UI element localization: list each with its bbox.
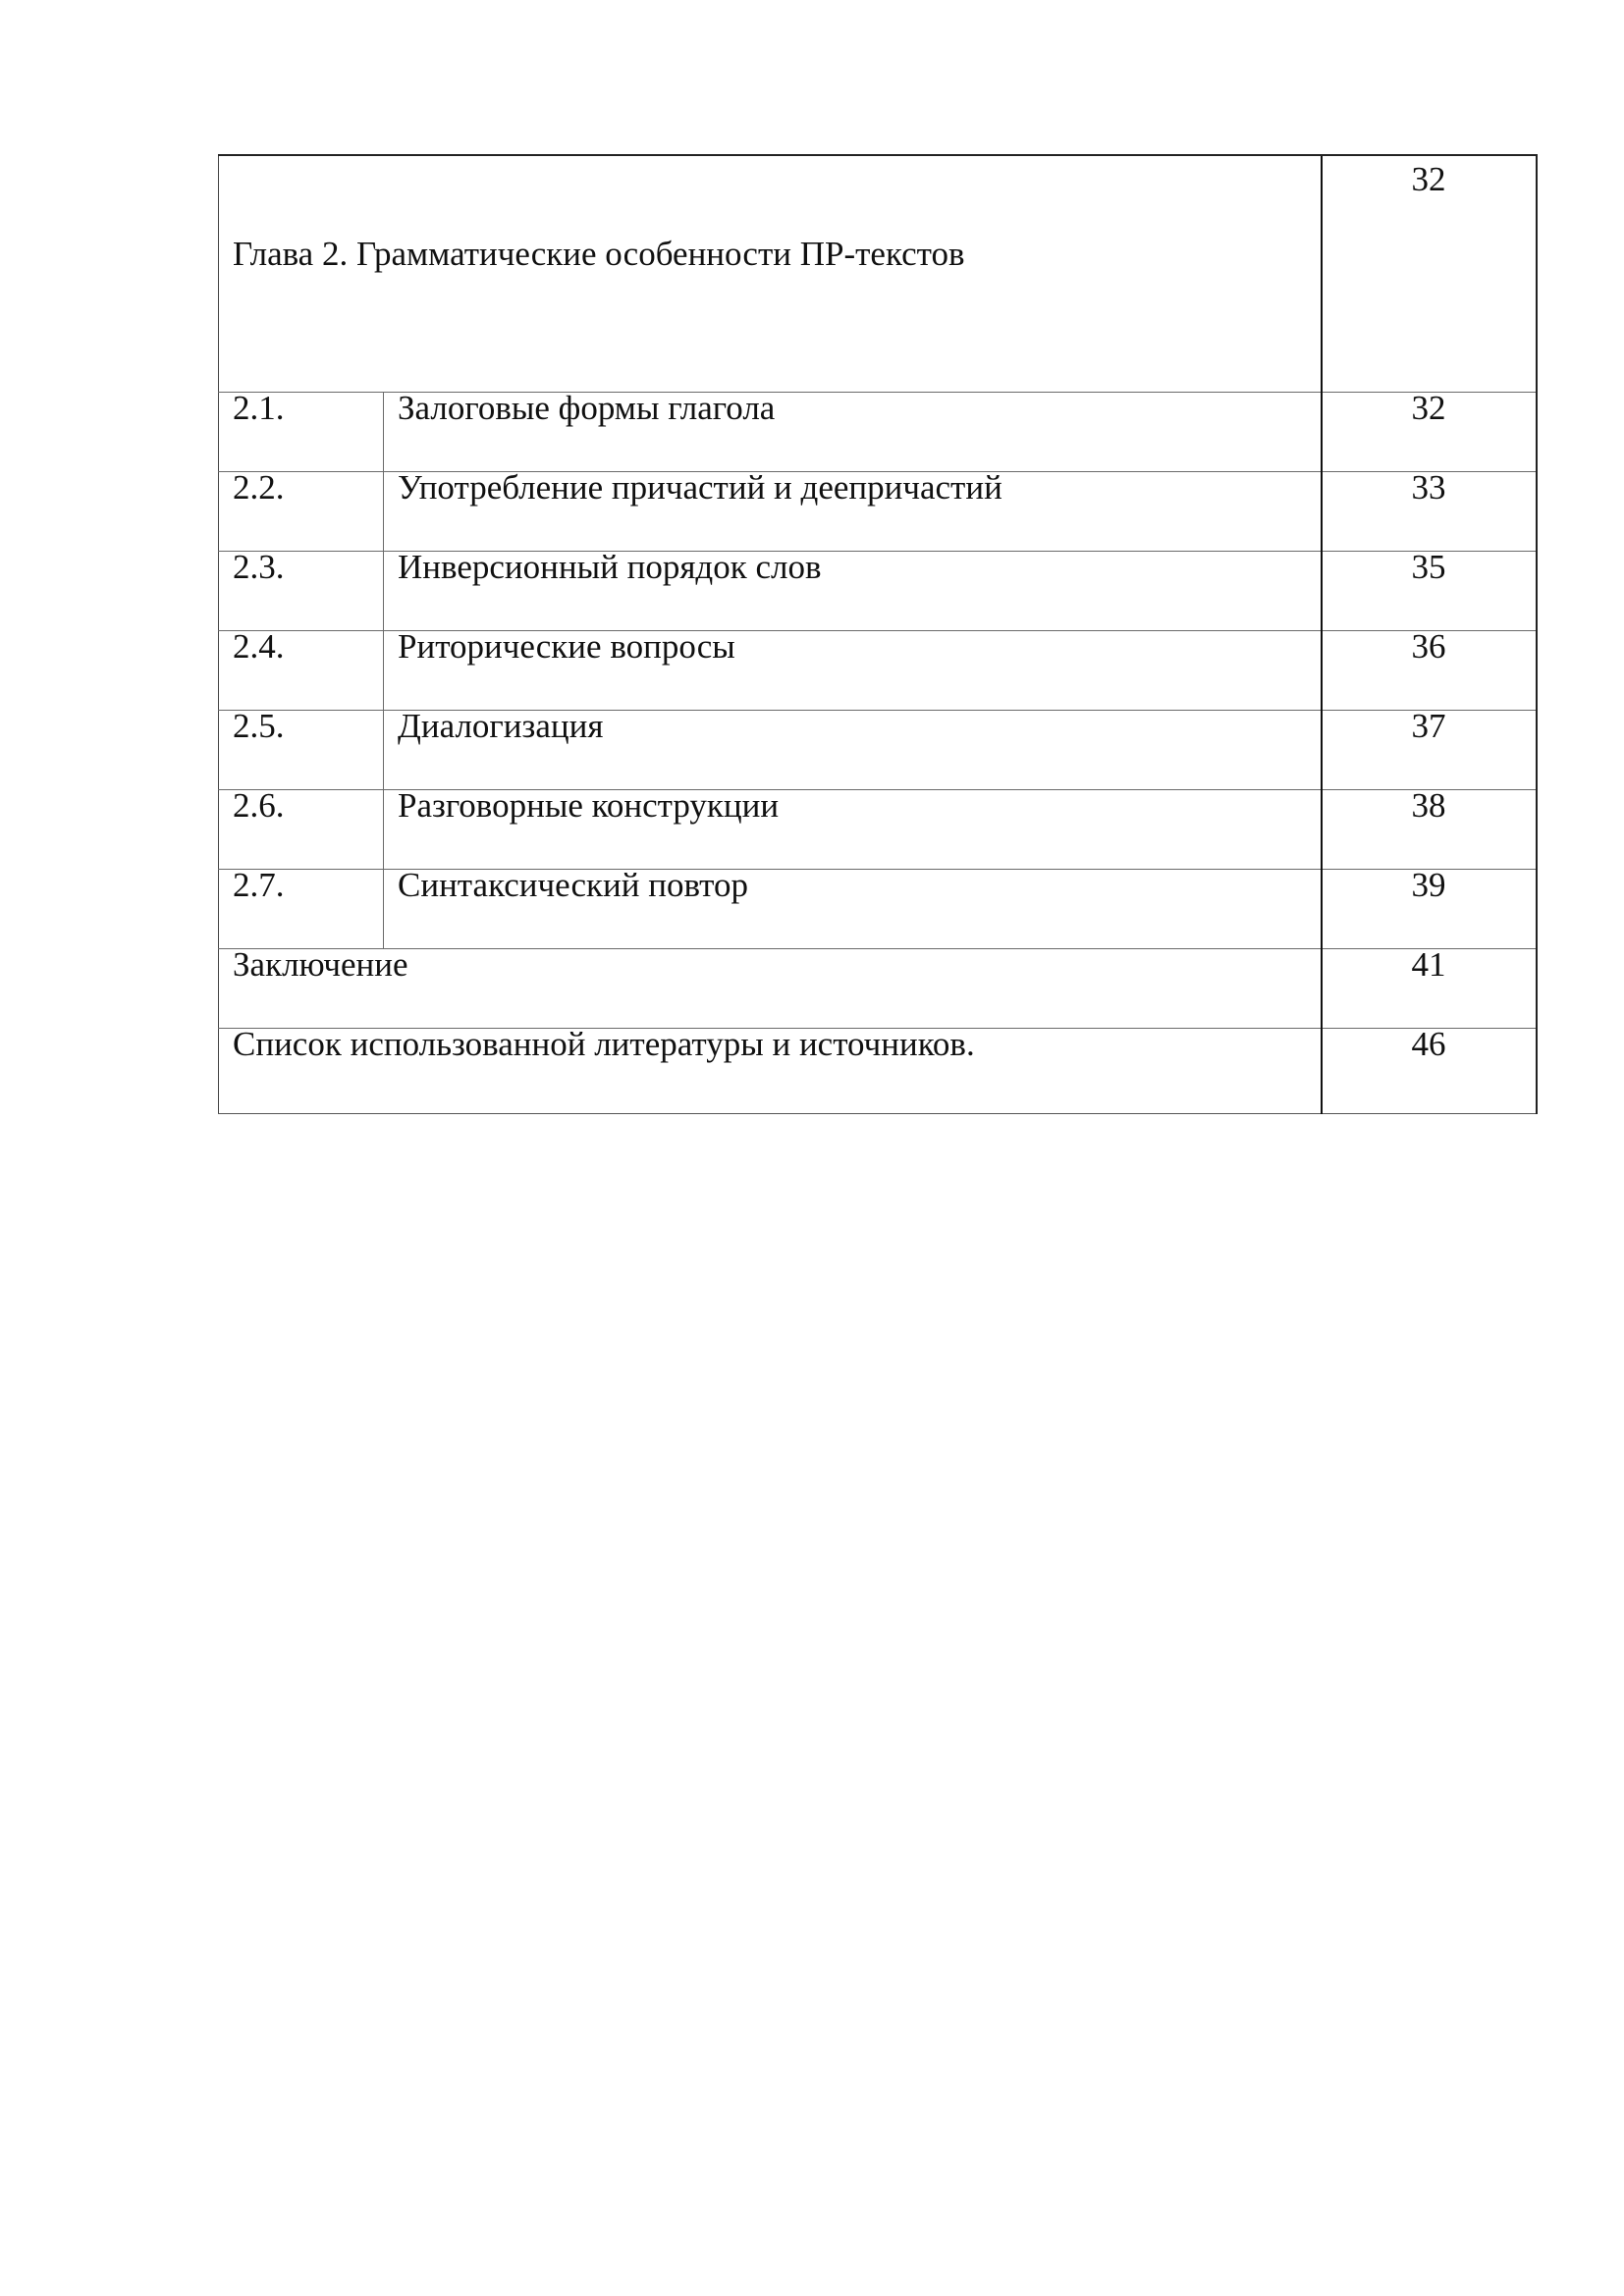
conclusion-page-cell bbox=[1322, 945, 1537, 1029]
section-title: Залоговые формы глагола bbox=[398, 389, 776, 427]
section-page-cell bbox=[1322, 389, 1537, 472]
section-title-cell bbox=[384, 389, 1322, 472]
section-page-cell bbox=[1322, 866, 1537, 949]
section-page-number: 33 bbox=[1411, 468, 1446, 507]
section-page-number: 32 bbox=[1411, 389, 1446, 427]
conclusion-title: Заключение bbox=[233, 945, 408, 984]
toc-chapter-row bbox=[219, 155, 1537, 393]
section-number-cell bbox=[219, 468, 384, 552]
section-number: 2.6. bbox=[233, 786, 285, 825]
toc-section-row bbox=[219, 790, 1537, 870]
section-number: 2.3. bbox=[233, 548, 285, 586]
table-of-contents bbox=[218, 154, 1538, 1114]
toc-conclusion-row bbox=[219, 949, 1537, 1029]
references-title: Список использованной литературы и источников. bbox=[233, 1025, 975, 1063]
section-page-cell bbox=[1322, 468, 1537, 552]
chapter-title-cell bbox=[219, 155, 1322, 393]
section-page-cell bbox=[1322, 786, 1537, 870]
section-number: 2.1. bbox=[233, 389, 285, 427]
section-page-cell bbox=[1322, 707, 1537, 790]
section-page-cell bbox=[1322, 627, 1537, 711]
toc-section-row bbox=[219, 472, 1537, 552]
section-number-cell bbox=[219, 707, 384, 790]
section-page-number: 37 bbox=[1411, 707, 1446, 745]
section-number-cell bbox=[219, 627, 384, 711]
section-page-number: 35 bbox=[1411, 548, 1446, 586]
section-title: Употребление причастий и деепричастий bbox=[398, 468, 1002, 507]
section-number: 2.2. bbox=[233, 468, 285, 507]
section-title-cell bbox=[384, 866, 1322, 949]
section-number-cell bbox=[219, 389, 384, 472]
section-title: Инверсионный порядок слов bbox=[398, 548, 822, 586]
conclusion-page-number: 41 bbox=[1411, 945, 1446, 984]
conclusion-title-cell bbox=[219, 945, 1322, 1029]
section-number-cell bbox=[219, 548, 384, 631]
section-title-cell bbox=[384, 786, 1322, 870]
section-title-cell bbox=[384, 707, 1322, 790]
section-number-cell bbox=[219, 786, 384, 870]
section-page-number: 39 bbox=[1411, 866, 1446, 904]
section-title-cell bbox=[384, 548, 1322, 631]
references-title-cell bbox=[219, 1025, 1322, 1114]
section-number: 2.5. bbox=[233, 707, 285, 745]
section-page-number: 36 bbox=[1411, 627, 1446, 666]
references-page-cell bbox=[1322, 1025, 1537, 1114]
section-title: Диалогизация bbox=[398, 707, 604, 745]
section-number: 2.4. bbox=[233, 627, 285, 666]
toc-section-row bbox=[219, 393, 1537, 472]
section-number: 2.7. bbox=[233, 866, 285, 904]
toc-section-row bbox=[219, 870, 1537, 949]
section-title: Разговорные конструкции bbox=[398, 786, 780, 825]
chapter-page-number: 32 bbox=[1411, 160, 1446, 198]
chapter-title: Глава 2. Грамматические особенности ПР-текстов bbox=[233, 234, 965, 273]
toc-section-row bbox=[219, 552, 1537, 631]
toc-references-row bbox=[219, 1029, 1537, 1114]
section-title: Риторические вопросы bbox=[398, 627, 735, 666]
toc-section-row bbox=[219, 631, 1537, 711]
chapter-page-cell bbox=[1322, 155, 1537, 393]
section-number-cell bbox=[219, 866, 384, 949]
section-title-cell bbox=[384, 627, 1322, 711]
references-page-number: 46 bbox=[1411, 1025, 1446, 1063]
toc-section-row bbox=[219, 711, 1537, 790]
section-page-number: 38 bbox=[1411, 786, 1446, 825]
section-title-cell bbox=[384, 468, 1322, 552]
section-title: Синтаксический повтор bbox=[398, 866, 748, 904]
section-page-cell bbox=[1322, 548, 1537, 631]
